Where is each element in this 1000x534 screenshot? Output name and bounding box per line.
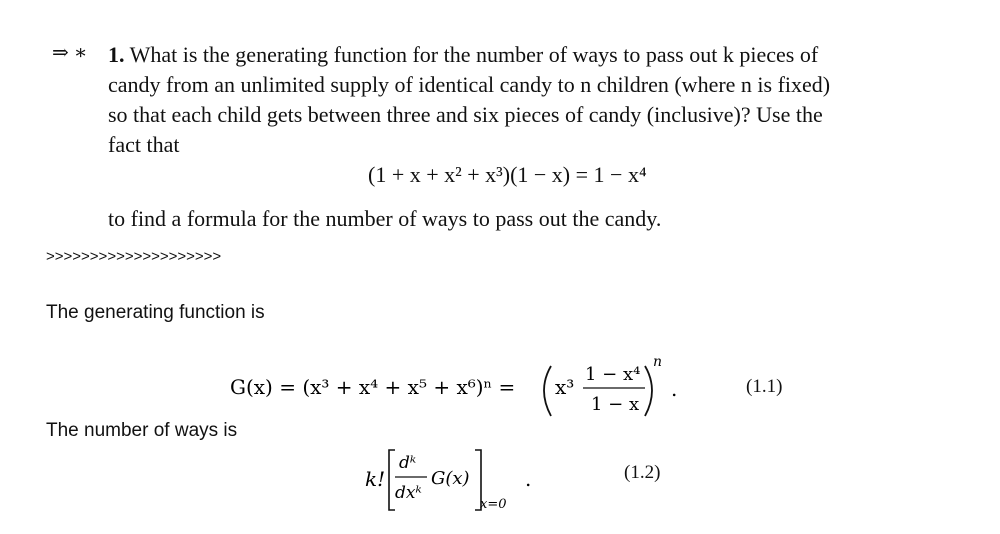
eq1-period: . (671, 377, 678, 401)
eq2-numerator: dᵏ (399, 453, 417, 473)
eq2-k: k! (365, 467, 386, 491)
eq1-x3: x³ (555, 375, 575, 399)
eq1-numerator: 1 − x⁴ (585, 364, 641, 385)
gf-intro-text: The generating function is (46, 302, 265, 323)
eq2-subscript: x=0 (480, 497, 507, 512)
problem-line-1 (108, 40, 818, 70)
equation-1-2 (365, 440, 545, 520)
problem-closing: to find a formula for the number of ways to pass out the candy. (108, 206, 662, 231)
equation-1-1 (225, 350, 695, 430)
problem-text-1: What is the generating function for the number of ways to pass out k pieces of (129, 42, 819, 67)
ways-intro-text: The number of ways is (46, 420, 238, 441)
identity-equation: (1 + x + x² + x³)(1 − x) = 1 − x⁴ (368, 162, 647, 187)
eq1-right-paren (645, 366, 652, 416)
problem-line-3: so that each child gets between three and six pieces of candy (inclusive)? Use the (108, 102, 823, 127)
problem-line-2: candy from an unlimited supply of identical candy to n children (where n is fixed) (108, 72, 831, 97)
problem-marker: ⇒ ∗ (52, 42, 88, 64)
problem-number: 1. (108, 42, 125, 67)
eq1-lhs: G(x) = (x³ + x⁴ + x⁵ + x⁶)ⁿ = (230, 375, 516, 399)
eq1-label: (1.1) (746, 376, 783, 397)
separator-line: >>>>>>>>>>>>>>>>>>>> (46, 248, 222, 265)
eq2-denominator: dxᵏ (395, 483, 422, 503)
eq2-label: (1.2) (624, 462, 661, 483)
problem-line-4: fact that (108, 132, 180, 157)
eq1-left-paren (544, 366, 551, 416)
eq2-gx: G(x) (431, 468, 470, 489)
eq2-period: . (525, 467, 532, 491)
eq1-denominator: 1 − x (591, 394, 640, 415)
eq1-power: n (653, 354, 663, 370)
